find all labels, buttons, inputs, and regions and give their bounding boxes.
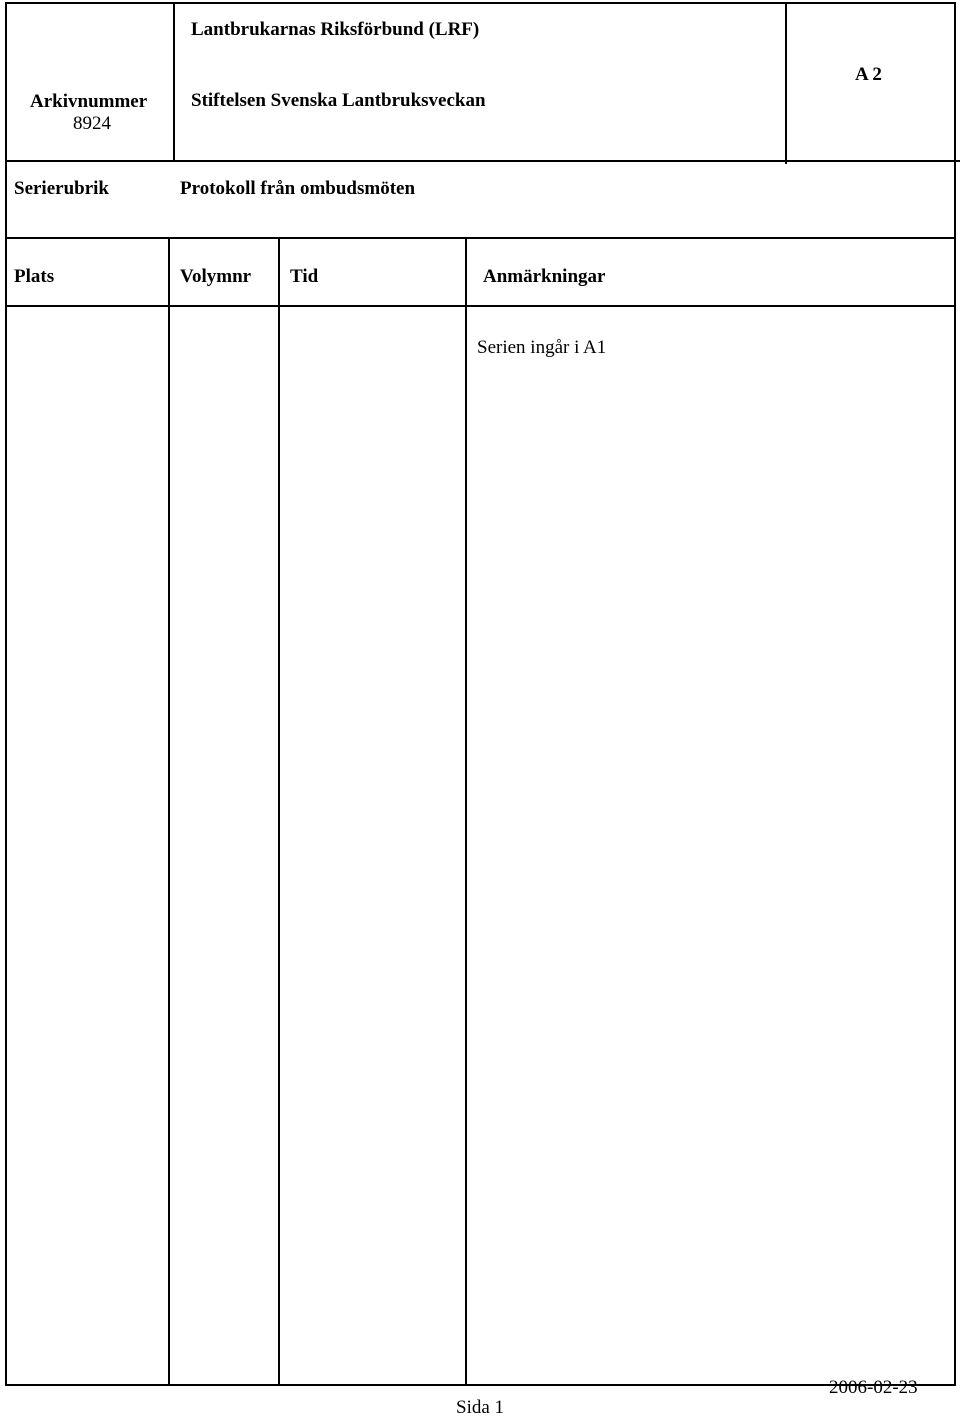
- header-divider-left: [173, 2, 175, 162]
- archive-number-label: Arkivnummer: [30, 91, 148, 112]
- column-header-volymnr: Volymnr: [180, 266, 252, 287]
- column-divider-3: [465, 238, 467, 1386]
- series-bottom-rule: [5, 237, 956, 239]
- organization-name: Lantbrukarnas Riksförbund (LRF): [191, 19, 480, 40]
- column-header-tid: Tid: [290, 266, 319, 287]
- column-divider-1: [168, 238, 170, 1386]
- table-header-rule: [5, 305, 956, 307]
- header-bottom-rule: [5, 160, 960, 162]
- header-divider-right: [785, 2, 787, 164]
- series-code: A 2: [855, 64, 882, 85]
- document-frame: [5, 2, 956, 1386]
- archive-number-value: 8924: [73, 113, 111, 134]
- column-header-anmarkningar: Anmärkningar: [483, 266, 606, 287]
- footer-date: 2006-02-23: [829, 1377, 918, 1398]
- remark-text: Serien ingår i A1: [477, 337, 607, 358]
- column-divider-2: [278, 238, 280, 1386]
- column-header-plats: Plats: [14, 266, 55, 287]
- series-title: Protokoll från ombudsmöten: [180, 178, 416, 199]
- sub-organization-name: Stiftelsen Svenska Lantbruksveckan: [191, 90, 486, 111]
- series-label: Serierubrik: [14, 178, 109, 199]
- footer-page-number: Sida 1: [456, 1397, 505, 1418]
